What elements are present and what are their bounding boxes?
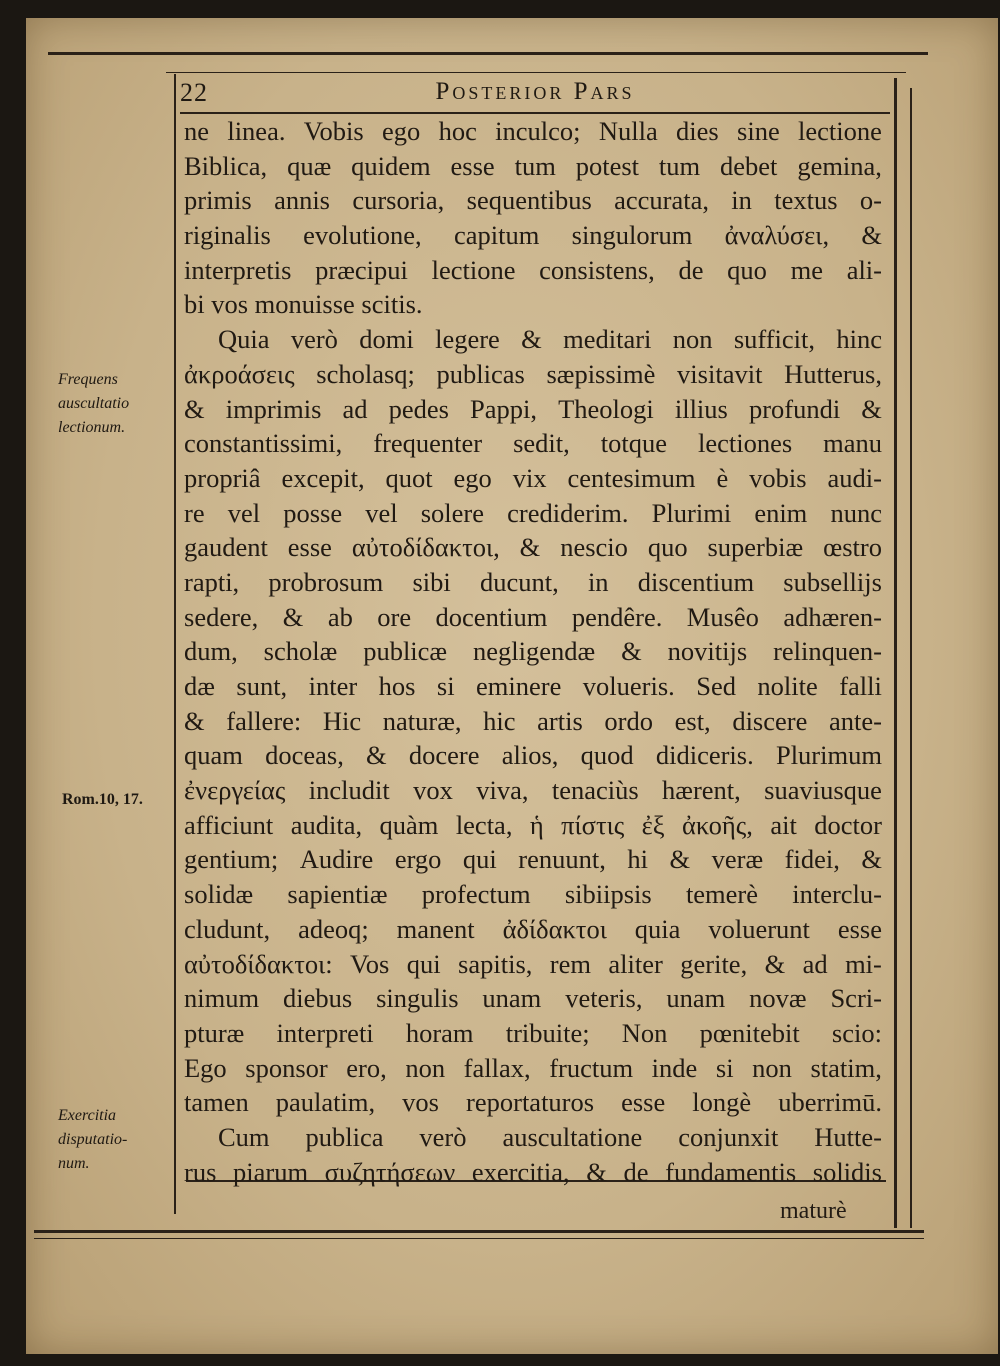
text-line: gentium; Audire ergo qui renuunt, hi & veræ fidei, & <box>184 844 882 875</box>
left-border-rule <box>174 74 176 1214</box>
page-bottom-rule <box>34 1230 924 1233</box>
text-line: riginalis evolutione, capitum singulorum ἀναλύσει, & <box>184 220 882 251</box>
text-line: ἀκροάσεις scholasq; publicas sæpissimè visitavit Hutterus, <box>184 358 882 389</box>
right-border-rule <box>894 78 897 1228</box>
catchword: maturè <box>780 1198 847 1224</box>
text-line: Ego sponsor ero, non fallax, fructum inde si non statim, <box>184 1052 882 1083</box>
text-line: propriâ excepit, quot ego vix centesimum è vobis audi- <box>184 462 882 493</box>
text-line: gaudent esse αὐτοδίδακτοι, & nescio quo superbiæ œstro <box>184 532 882 563</box>
text-line: dum, scholæ publicæ negligendæ & novitijs relinquen- <box>184 636 882 667</box>
text-line: & fallere: Hic naturæ, hic artis ordo est, discere ante- <box>184 705 882 736</box>
margin-note-romans-reference: Rom.10, 17. <box>62 791 143 808</box>
text-line: pturæ interpreti horam tribuite; Non pœnitebit scio: <box>184 1017 882 1048</box>
text-line: bi vos monuisse scitis. <box>184 289 423 320</box>
margin-note-exercitia: Exercitia disputatio- num. <box>58 1107 128 1172</box>
running-title: Posterior Pars <box>435 78 635 105</box>
text-line: Biblica, quæ quidem esse tum potest tum debet gemina, <box>184 150 882 181</box>
text-line: rapti, probrosum sibi ducunt, in discentium subsellijs <box>184 566 882 597</box>
text-line: afficiunt audita, quàm lecta, ἡ πίστις ἐξ ἀκοῆς, ait doctor <box>184 809 882 840</box>
text-line: constantissimi, frequenter sedit, totque lectiones manu <box>184 428 882 459</box>
text-line: Cum publica verò auscultatione conjunxit Hutte- <box>218 1121 882 1152</box>
text-line: interpretis præcipui lectione consistens, de quo me ali- <box>184 254 882 285</box>
text-line: sedere, & ab ore docentium pendêre. Musêo adhæren- <box>184 601 882 632</box>
text-line: quam doceas, & docere alios, quod didiceris. Plurimum <box>184 740 882 771</box>
text-line: tamen paulatim, vos reportaturos esse longè uberrimū. <box>184 1087 882 1118</box>
text-line: rus piarum συζητήσεων exercitia, & de fundamentis solidis <box>184 1156 882 1187</box>
text-line: Quia verò domi legere & meditari non sufficit, hinc <box>218 324 882 355</box>
text-line: primis annis cursoria, sequentibus accurata, in textus o- <box>184 185 882 216</box>
margin-note-auscultatio: Frequens auscultatio lectionum. <box>58 371 130 436</box>
text-line: & imprimis ad pedes Pappi, Theologi illius profundi & <box>184 393 882 424</box>
text-line: αὐτοδίδακτοι: Vos qui sapitis, rem aliter gerite, & ad mi- <box>184 948 882 979</box>
right-border-rule-outer <box>910 88 912 1228</box>
main-text-block <box>184 114 882 1189</box>
text-line: nimum diebus singulis unam veteris, unam novæ Scri- <box>184 983 882 1014</box>
text-line: ne linea. Vobis ego hoc inculco; Nulla dies sine lectione <box>184 116 882 146</box>
text-line: ἐνεργείας includit vox viva, tenaciùs hærent, suaviusque <box>184 775 882 806</box>
text-line: re vel posse vel solere crediderim. Plurimi enim nunc <box>184 497 882 528</box>
page-number: 22 <box>180 78 208 107</box>
top-border-rule <box>48 52 928 55</box>
top-border-rule-thin <box>166 72 906 73</box>
running-head <box>180 78 890 110</box>
text-line: cludunt, adeoq; manent ἀδίδακτοι quia voluerunt esse <box>184 913 882 944</box>
text-line: dæ sunt, inter hos si eminere volueris. Sed nolite falli <box>184 671 882 701</box>
text-line: solidæ sapientiæ profectum sibiipsis temerè interclu- <box>184 879 882 910</box>
page-bottom-rule-thin <box>34 1238 924 1239</box>
